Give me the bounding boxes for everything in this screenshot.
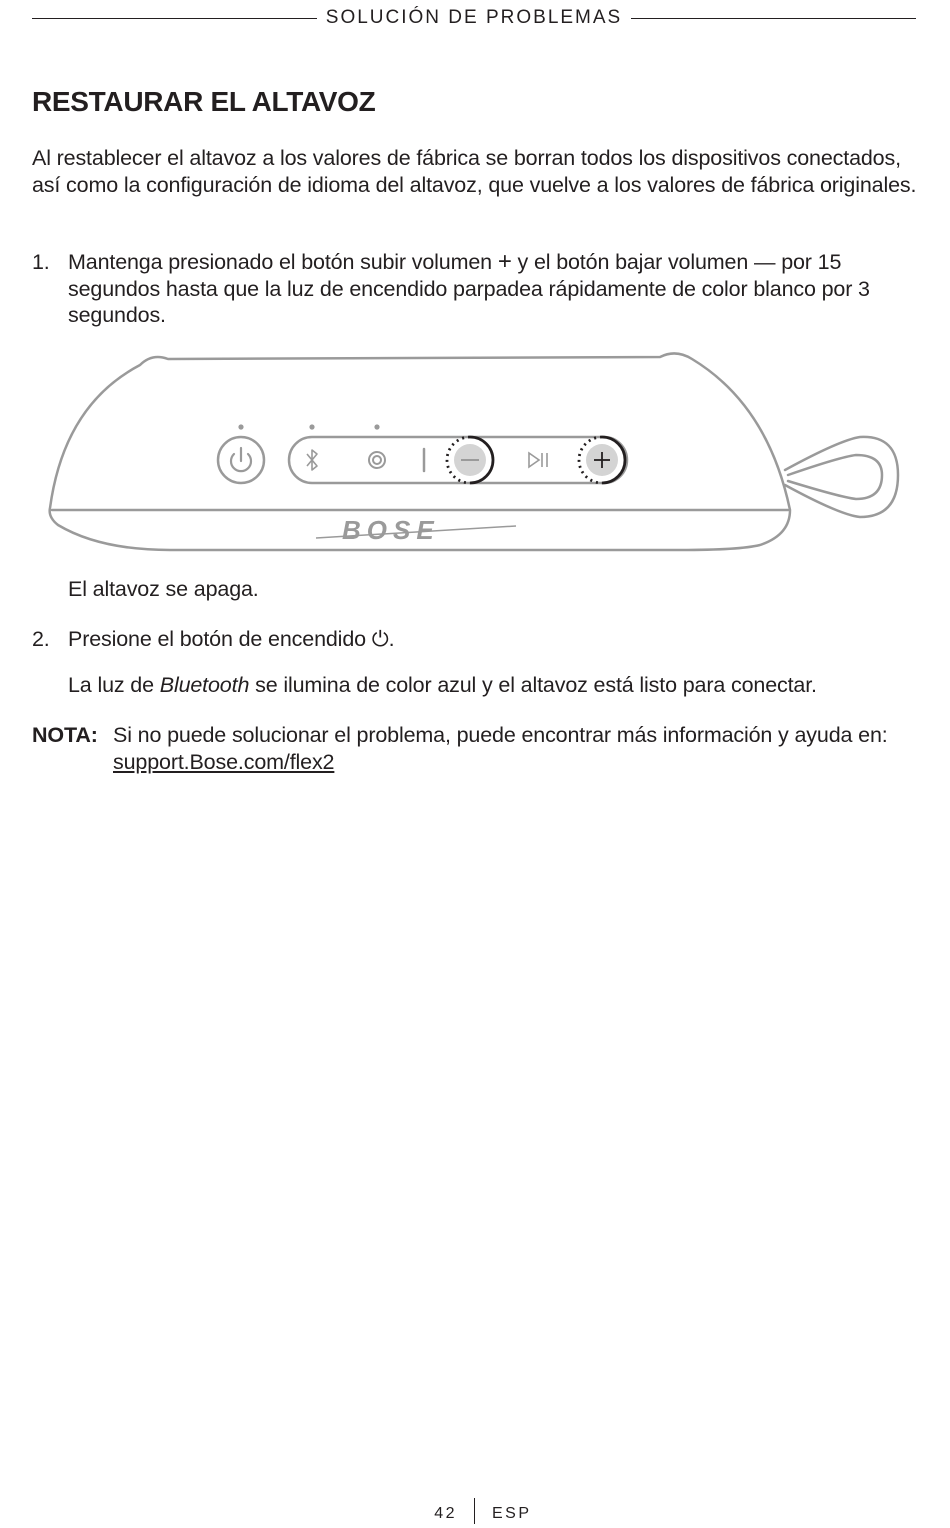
step-text-b: y el botón bajar volumen	[517, 250, 749, 274]
minus-icon: —	[754, 250, 776, 274]
section-header	[32, 4, 916, 32]
note-body	[113, 722, 913, 775]
svg-text:BOSE: BOSE	[342, 515, 440, 545]
volume-up-icon	[579, 437, 625, 483]
step-number: 1.	[32, 250, 50, 274]
header-rule-right	[631, 18, 916, 19]
section-title: SOLUCIÓN DE PROBLEMAS	[325, 7, 623, 28]
footer-separator	[474, 1498, 475, 1524]
page-footer	[0, 1498, 950, 1528]
step-text-end: .	[388, 627, 395, 651]
step-text-c: por 15 segundos hasta que la luz de encendido parpadea rápidamente de color blanco por 3 segundos.	[68, 250, 870, 328]
note-label: NOTA:	[32, 723, 98, 747]
page-title: RESTAURAR EL ALTAVOZ	[32, 86, 376, 117]
result-text-a: La luz de	[68, 673, 154, 697]
step-2-result	[68, 672, 918, 699]
note-text: Si no puede solucionar el problema, puede encontrar más información y ayuda en:	[113, 723, 888, 747]
language-code: ESP	[492, 1505, 532, 1522]
speaker-illustration	[40, 345, 910, 560]
result-text-b: se ilumina de color azul y el altavoz está listo para conectar.	[255, 673, 817, 697]
action-icon	[369, 452, 385, 468]
intro-paragraph: Al restablecer el altavoz a los valores de fábrica se borran todos los dispositivos conectados, así como la configuración de idioma del altavoz, que vuelve a los valores de fábrica originales.	[32, 146, 917, 197]
play-pause-icon	[529, 453, 547, 467]
step-text	[68, 249, 918, 329]
bose-logo	[316, 515, 516, 545]
bluetooth-icon	[307, 450, 317, 470]
step-1-result: El altavoz se apaga.	[68, 577, 259, 601]
power-icon: ⏻	[371, 627, 389, 651]
power-icon	[231, 448, 251, 471]
bluetooth-term: Bluetooth	[159, 673, 250, 697]
step-text-a: Mantenga presionado el botón subir volumen	[68, 250, 492, 274]
header-rule-left	[32, 18, 317, 19]
page-number: 42	[434, 1505, 457, 1522]
volume-down-icon	[447, 437, 493, 483]
step-text-a: Presione el botón de encendido	[68, 627, 366, 651]
step-text	[68, 626, 918, 653]
step-number: 2.	[32, 627, 50, 651]
support-link[interactable]: support.Bose.com/flex2	[113, 749, 335, 774]
plus-icon: +	[497, 248, 512, 275]
